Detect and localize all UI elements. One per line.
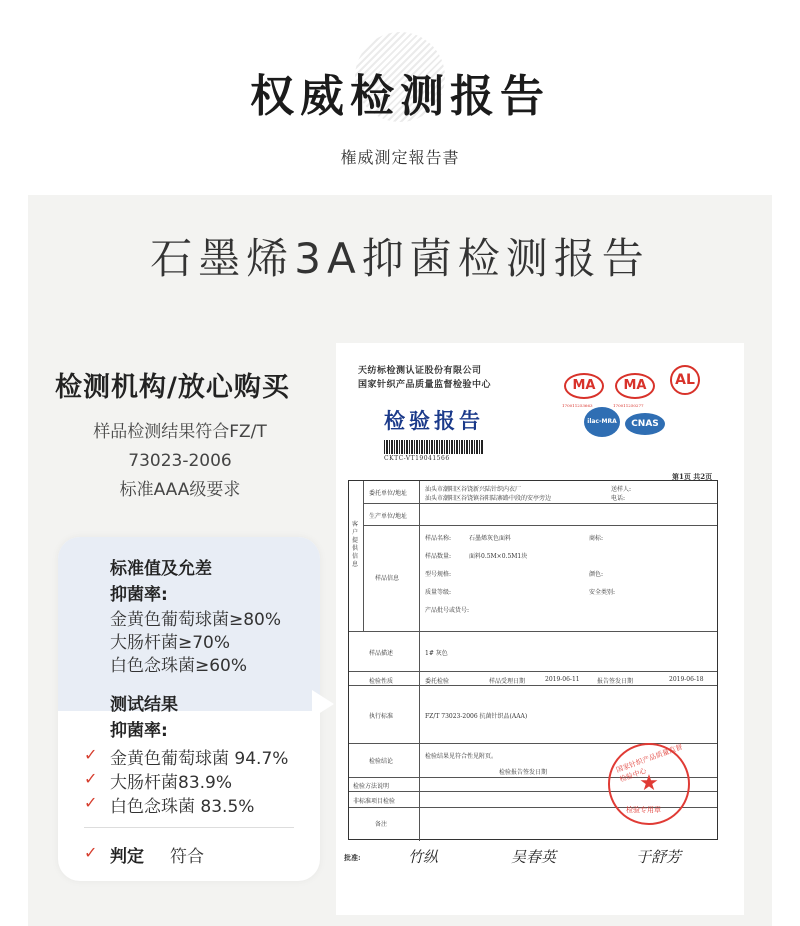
page-number: 第1页 共2页 <box>672 472 713 481</box>
sign-label: 批准: <box>344 853 361 862</box>
report-title: 检验报告 <box>384 408 484 433</box>
cma-logo: MA <box>615 373 655 399</box>
test-type-label: 检验性质 <box>369 678 394 685</box>
check-icon: ✓ <box>84 793 98 812</box>
table-line <box>349 743 717 744</box>
sample-desc-label: 样品描述 <box>369 650 394 657</box>
standard-item: 白色念珠菌≥60% <box>110 656 248 676</box>
sample-qty-value: 面料0.5M×0.5M1块 <box>469 553 528 560</box>
stamp-text: 国家针织产品质量监督检验中心 <box>615 742 684 784</box>
contact-label: 送样人: <box>611 486 632 493</box>
report-date-label: 报告签发日期 <box>597 678 634 685</box>
signature: 于舒芳 <box>636 848 682 866</box>
standard-heading: 标准值及允差 <box>110 559 212 579</box>
color-label: 颜色: <box>589 571 604 578</box>
safety-label: 安全类别: <box>589 589 616 596</box>
check-icon: ✓ <box>84 769 98 788</box>
stamp-star-icon: ★ <box>639 771 659 796</box>
description-line: 标准AAA级要求 <box>119 480 241 500</box>
maker-label: 生产单位/地址 <box>369 513 408 520</box>
nonstandard-label: 非标准项目检验 <box>353 798 396 805</box>
result-item: 大肠杆菌83.9% <box>110 773 233 793</box>
sample-name-value: 石墨烯灰色面料 <box>469 535 512 542</box>
receive-date-value: 2019-06-11 <box>545 676 580 683</box>
client-value: 汕头市潮阳区谷饶新兴陆针织内衣厂 <box>425 486 522 493</box>
check-icon: ✓ <box>84 843 98 862</box>
report-document <box>336 343 744 915</box>
sample-name-label: 样品名称: <box>425 535 452 542</box>
phone-label: 电话: <box>611 495 626 502</box>
conclusion-value: 检验结果见符合性见附页。 <box>425 753 498 760</box>
table-line <box>349 671 717 672</box>
origin-label: 产品批号或货号: <box>425 607 470 614</box>
rate-label: 抑菌率: <box>110 721 168 741</box>
verdict-label: 判定 <box>110 847 144 867</box>
report-date-value: 2019-06-18 <box>669 676 704 683</box>
grade-label: 质量等级: <box>425 589 452 596</box>
table-line <box>363 525 717 526</box>
table-line <box>419 481 420 841</box>
sample-desc-value: 1# 灰色 <box>425 650 448 657</box>
description <box>55 418 305 505</box>
org-heading: 检测机构/放心购买 <box>55 372 290 403</box>
cal-logo: AL <box>670 365 700 395</box>
cma-logo: MA <box>564 373 604 399</box>
report-code: CKTC-VT19041566 <box>384 455 450 462</box>
official-stamp <box>608 743 690 825</box>
cma-number: 170011250277 <box>613 403 644 408</box>
divider <box>84 827 294 828</box>
brand-label: 商标: <box>589 535 604 542</box>
standard-item: 大肠杆菌≥70% <box>110 633 231 653</box>
client-address: 汕头市潮阳区谷饶镇谷阳陆寨路中段的安亭旁边 <box>425 495 552 502</box>
table-line <box>363 503 717 504</box>
barcode <box>384 440 484 454</box>
panel-title: 石墨烯3A抑菌检测报告 <box>150 234 650 283</box>
bubble-pointer <box>312 690 334 718</box>
signature: 吴春英 <box>511 848 557 866</box>
test-type-value: 委托检验 <box>425 678 450 685</box>
description-line: 样品检测结果符合FZ/T <box>93 422 267 442</box>
issue-date-label: 检验报告签发日期 <box>499 769 548 776</box>
table-line <box>349 685 717 686</box>
customer-info-label: 客户提供信息 <box>352 521 359 568</box>
cnas-logo: CNAS <box>625 413 665 435</box>
ilac-logo: ilac-MRA <box>584 407 620 437</box>
receive-date-label: 样品受理日期 <box>489 678 526 685</box>
report-org-line2: 国家针织产品质量监督检验中心 <box>358 380 492 390</box>
page-title: 权威检测报告 <box>250 71 550 122</box>
report-org-line1: 天纺标检测认证股份有限公司 <box>358 366 482 376</box>
remark-label: 备注 <box>375 821 388 828</box>
sample-info-label: 样品信息 <box>375 575 400 582</box>
description-line: 73023-2006 <box>128 451 232 471</box>
stamp-footer: 检验专用章 <box>626 806 661 814</box>
sample-qty-label: 样品数量: <box>425 553 452 560</box>
client-label: 委托单位/地址 <box>369 490 408 497</box>
rate-label: 抑菌率: <box>110 585 168 605</box>
signature: 竹纵 <box>408 848 439 866</box>
check-icon: ✓ <box>84 745 98 764</box>
result-item: 金黄色葡萄球菌 94.7% <box>110 749 289 769</box>
verdict-value: 符合 <box>170 847 204 867</box>
model-label: 型号规格: <box>425 571 452 578</box>
table-line <box>349 631 717 632</box>
standard-label: 执行标准 <box>369 713 394 720</box>
method-label: 检验方法说明 <box>353 783 390 790</box>
cma-number: 170011253663 <box>562 403 593 408</box>
standard-item: 金黄色葡萄球菌≥80% <box>110 610 282 630</box>
standard-value: FZ/T 73023-2006 抗菌针织品(AAA) <box>425 713 528 720</box>
conclusion-label: 检验结论 <box>369 758 394 765</box>
page-subtitle: 権威測定報告書 <box>340 148 460 167</box>
result-item: 白色念珠菌 83.5% <box>110 797 255 817</box>
result-heading: 测试结果 <box>110 695 178 715</box>
